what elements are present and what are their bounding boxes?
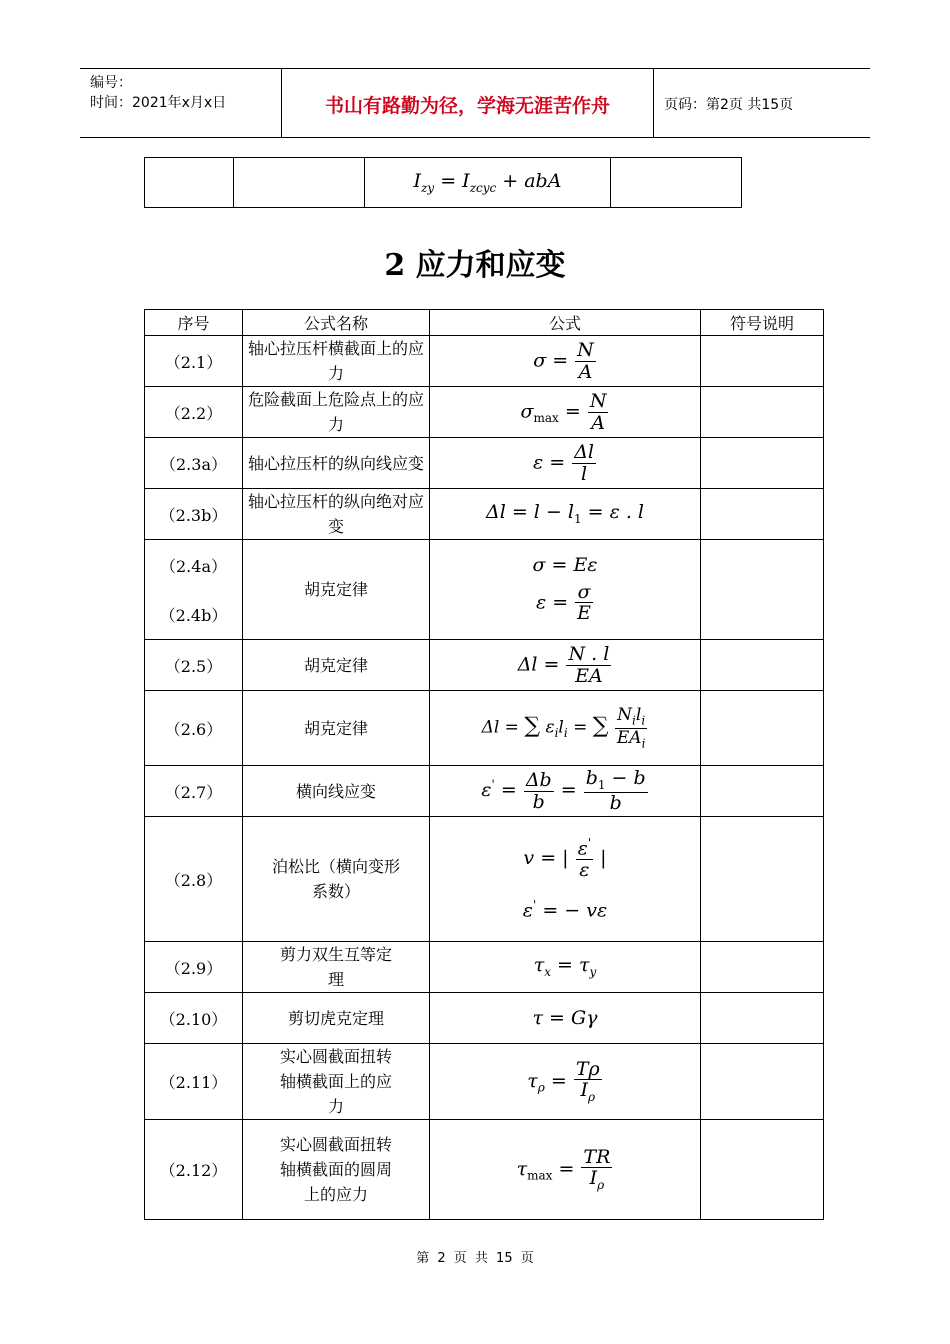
row-name: 泊松比（横向变形系数） bbox=[243, 817, 430, 942]
continuation-table bbox=[144, 157, 742, 208]
row-formula: ε = $\frac{\Delta l}{l}$ bbox=[430, 438, 701, 489]
row-formula: $\tau_\rho$ = $\frac{T\rho}{I_\rho}$ bbox=[430, 1044, 701, 1120]
header-motto-cell bbox=[282, 69, 654, 137]
row-formula: $\tau_x = \tau_y$ bbox=[430, 942, 701, 993]
row-name: 实心圆截面扭转轴横截面的圆周上的应力 bbox=[243, 1120, 430, 1220]
row-symbols bbox=[701, 942, 824, 993]
row-symbols bbox=[701, 1044, 824, 1120]
table-row bbox=[145, 1044, 824, 1120]
header-meta-cell bbox=[80, 69, 282, 137]
row-name: 剪切虎克定理 bbox=[243, 993, 430, 1044]
page-info: 页码：第2页 共15页 bbox=[664, 97, 794, 113]
row-index: （2.2） bbox=[145, 387, 243, 438]
row-formula: σ = Eε ε = $\frac{\sigma}{E}$ bbox=[430, 540, 701, 640]
row-index: （2.10） bbox=[145, 993, 243, 1044]
row-index: （2.11） bbox=[145, 1044, 243, 1120]
row-name: 轴心拉压杆的纵向线应变 bbox=[243, 438, 430, 489]
row-name: 轴心拉压杆的纵向绝对应变 bbox=[243, 489, 430, 540]
formula-parallel-axis: $I_{zy} = I_{zcyc}$ + abA bbox=[365, 158, 611, 208]
page-header bbox=[80, 68, 870, 138]
row-symbols bbox=[701, 336, 824, 387]
table-row bbox=[145, 993, 824, 1044]
table-row bbox=[145, 691, 824, 766]
row-formula: Δl = $\frac{N . l}{EA}$ bbox=[430, 640, 701, 691]
motto: 书山有路勤为径，学海无涯苦作舟 bbox=[324, 95, 610, 117]
row-index: （2.3b） bbox=[145, 489, 243, 540]
table-row bbox=[145, 1120, 824, 1220]
col-header: 公式 bbox=[430, 310, 701, 336]
row-name: 胡克定律 bbox=[243, 640, 430, 691]
table-header-row bbox=[145, 310, 824, 336]
row-name: 实心圆截面扭转轴横截面上的应力 bbox=[243, 1044, 430, 1120]
row-symbols bbox=[701, 640, 824, 691]
table-row bbox=[145, 387, 824, 438]
table-row bbox=[145, 640, 824, 691]
row-symbols bbox=[701, 1120, 824, 1220]
row-formula: ε' = $\frac{\Delta b}{b}$ = $\frac{b_1 - b}{b}$ bbox=[430, 766, 701, 817]
row-symbols bbox=[701, 766, 824, 817]
row-index: （2.7） bbox=[145, 766, 243, 817]
row-index: （2.12） bbox=[145, 1120, 243, 1220]
row-index: （2.8） bbox=[145, 817, 243, 942]
row-index-a: （2.4a） bbox=[160, 556, 227, 576]
col-header: 序号 bbox=[145, 310, 243, 336]
row-symbols bbox=[701, 691, 824, 766]
row-formula: $\Delta l = l - l_1 = \varepsilon$ . l bbox=[430, 489, 701, 540]
row-formula: σ = $\frac{N}{A}$ bbox=[430, 336, 701, 387]
row-index: （2.3a） bbox=[145, 438, 243, 489]
table-row bbox=[145, 817, 824, 942]
date-label: 时间：2021年x月x日 bbox=[90, 95, 227, 111]
serial-label: 编号： bbox=[90, 75, 132, 91]
row-name: 横向线应变 bbox=[243, 766, 430, 817]
row-index bbox=[145, 540, 243, 640]
row-symbols bbox=[701, 438, 824, 489]
formula-table bbox=[144, 309, 824, 1220]
row-index-b: （2.4b） bbox=[159, 605, 228, 625]
row-symbols bbox=[701, 993, 824, 1044]
row-formula: τ = Gγ bbox=[430, 993, 701, 1044]
section-title: 2 应力和应变 bbox=[384, 248, 566, 283]
table-row bbox=[145, 942, 824, 993]
table-row bbox=[145, 540, 824, 640]
table-row bbox=[145, 489, 824, 540]
row-name: 危险截面上危险点上的应力 bbox=[243, 387, 430, 438]
row-formula: $\sigma_{max}$ = $\frac{N}{A}$ bbox=[430, 387, 701, 438]
col-header: 符号说明 bbox=[701, 310, 824, 336]
row-symbols bbox=[701, 540, 824, 640]
col-header: 公式名称 bbox=[243, 310, 430, 336]
table-row bbox=[145, 766, 824, 817]
row-name: 轴心拉压杆横截面上的应力 bbox=[243, 336, 430, 387]
page-footer: 第 2 页 共 15 页 bbox=[416, 1251, 534, 1266]
row-formula: Δl = ∑ $\varepsilon_il_i$ = ∑ $\frac{N_il_i}{EA_i}$ bbox=[430, 691, 701, 766]
header-page-cell bbox=[654, 69, 870, 137]
row-index: （2.1） bbox=[145, 336, 243, 387]
row-index: （2.9） bbox=[145, 942, 243, 993]
row-formula: $\tau_{max}$ = $\frac{TR}{I_\rho}$ bbox=[430, 1120, 701, 1220]
row-name: 胡克定律 bbox=[243, 540, 430, 640]
row-name: 剪力双生互等定理 bbox=[243, 942, 430, 993]
row-name: 胡克定律 bbox=[243, 691, 430, 766]
row-symbols bbox=[701, 387, 824, 438]
row-formula: v = | $\frac{\varepsilon'}{\varepsilon}$ | ε' = − vε bbox=[430, 817, 701, 942]
row-symbols bbox=[701, 489, 824, 540]
row-index: （2.6） bbox=[145, 691, 243, 766]
table-row bbox=[145, 438, 824, 489]
row-symbols bbox=[701, 817, 824, 942]
row-index: （2.5） bbox=[145, 640, 243, 691]
table-row bbox=[145, 336, 824, 387]
